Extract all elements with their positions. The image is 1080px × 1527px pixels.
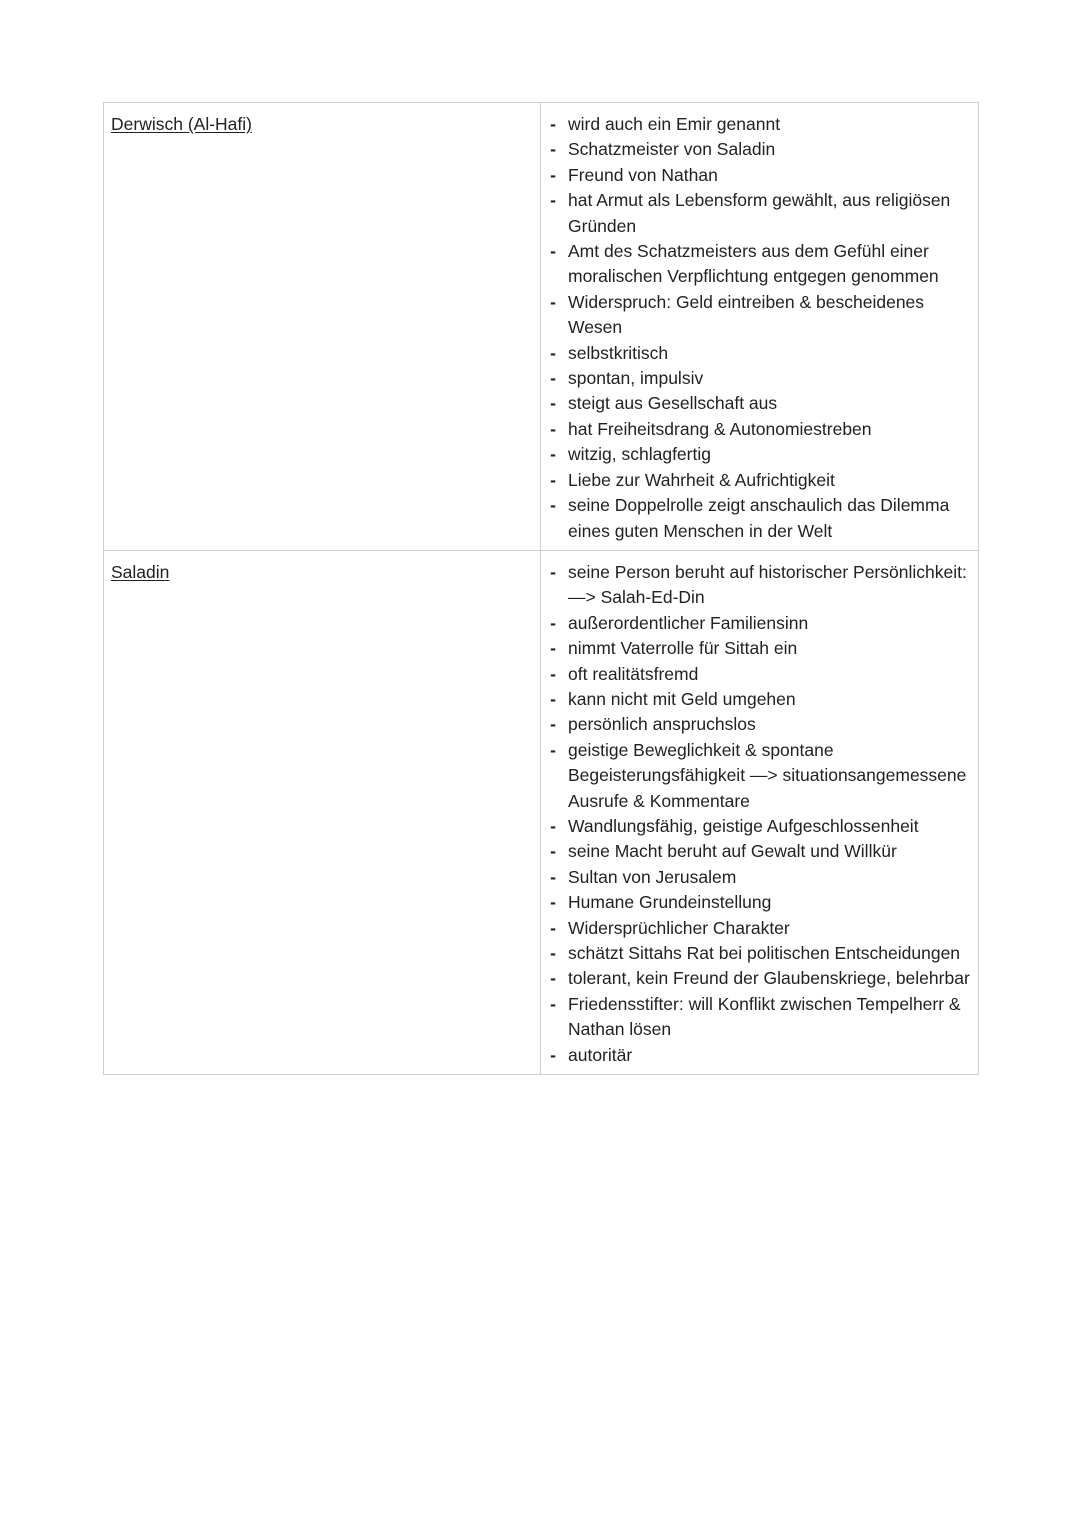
trait-item: - seine Person beruht auf historischer Persönlichkeit: —> Salah-Ed-Din	[548, 560, 971, 611]
trait-item: - seine Macht beruht auf Gewalt und Willkür	[548, 839, 971, 864]
trait-item: - nimmt Vaterrolle für Sittah ein	[548, 636, 971, 661]
trait-item: - autoritär	[548, 1043, 971, 1068]
trait-item: - Friedensstifter: will Konflikt zwischen Tempelherr & Nathan lösen	[548, 992, 971, 1043]
trait-item: - Widersprüchlicher Charakter	[548, 916, 971, 941]
character-name-saladin: Saladin	[111, 561, 170, 582]
trait-item: - schätzt Sittahs Rat bei politischen Entscheidungen	[548, 941, 971, 966]
trait-item: - spontan, impulsiv	[548, 366, 971, 391]
trait-item: - Liebe zur Wahrheit & Aufrichtigkeit	[548, 468, 971, 493]
trait-item: - tolerant, kein Freund der Glaubenskriege, belehrbar	[548, 966, 971, 991]
table-row-derwisch	[104, 103, 979, 551]
trait-item: - geistige Beweglichkeit & spontane Begeisterungsfähigkeit —> situationsangemessene Ausrufe & Kommentare	[548, 738, 971, 814]
trait-item: - persönlich anspruchslos	[548, 712, 971, 737]
trait-item: - außerordentlicher Familiensinn	[548, 611, 971, 636]
trait-list-derwisch	[548, 112, 971, 544]
character-traits-cell	[541, 550, 979, 1074]
trait-item: - Amt des Schatzmeisters aus dem Gefühl einer moralischen Verpflichtung entgegen genommen	[548, 239, 971, 290]
trait-item: - Freund von Nathan	[548, 163, 971, 188]
trait-item: - selbstkritisch	[548, 341, 971, 366]
character-name-derwisch: Derwisch (Al-Hafi)	[111, 114, 252, 134]
trait-item: - steigt aus Gesellschaft aus	[548, 391, 971, 416]
character-name-cell	[104, 103, 541, 551]
trait-item: - wird auch ein Emir genannt	[548, 112, 971, 137]
trait-item: - Widerspruch: Geld eintreiben & bescheidenes Wesen	[548, 290, 971, 341]
character-name-cell	[104, 550, 541, 1074]
table-row-saladin	[104, 550, 979, 1074]
character-traits-cell	[541, 103, 979, 551]
trait-item: - seine Doppelrolle zeigt anschaulich das Dilemma eines guten Menschen in der Welt	[548, 493, 971, 544]
trait-item: - oft realitätsfremd	[548, 662, 971, 687]
trait-item: - hat Armut als Lebensform gewählt, aus religiösen Gründen	[548, 188, 971, 239]
trait-list-saladin	[548, 560, 971, 1068]
trait-item: - Humane Grundeinstellung	[548, 890, 971, 915]
trait-item: - hat Freiheitsdrang & Autonomiestreben	[548, 417, 971, 442]
trait-item: - kann nicht mit Geld umgehen	[548, 687, 971, 712]
trait-item: - witzig, schlagfertig	[548, 442, 971, 467]
trait-item: - Wandlungsfähig, geistige Aufgeschlossenheit	[548, 814, 971, 839]
trait-item: - Schatzmeister von Saladin	[548, 137, 971, 162]
character-table	[103, 102, 979, 1075]
trait-item: - Sultan von Jerusalem	[548, 865, 971, 890]
